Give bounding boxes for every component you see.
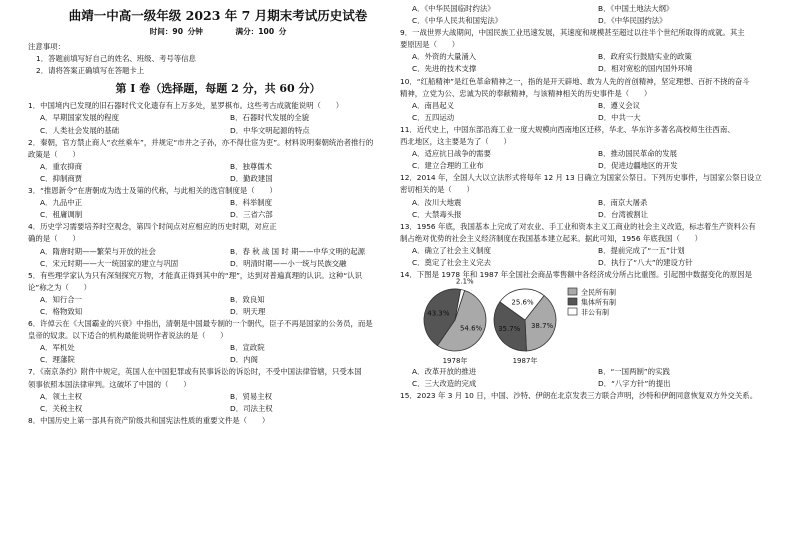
option-a: A．隋唐时期——繁荣与开放的社会 bbox=[40, 246, 156, 256]
option-b: B．提前完成了“一五”计划 bbox=[598, 245, 685, 255]
question-stem: 12．2014 年，全国人大以立法形式将每年 12 月 13 日确立为国家公祭日。下列历史事件，与国家公祭日设立 bbox=[400, 173, 762, 183]
pie-slice-label: 43.3% bbox=[427, 309, 450, 318]
question-14 bbox=[400, 269, 772, 390]
option-c: C．租庸调制 bbox=[40, 210, 83, 220]
option-a: A．南昌起义 bbox=[412, 100, 455, 110]
option-a: A．知行合一 bbox=[40, 294, 83, 304]
legend-label: 集体所有制 bbox=[581, 298, 616, 307]
legend-swatch bbox=[568, 288, 577, 295]
pie-slice-label: 35.7% bbox=[498, 325, 521, 334]
left-column bbox=[28, 0, 408, 427]
option-b: B．科举制度 bbox=[230, 198, 273, 208]
exam-time: 时间：90 分钟 bbox=[149, 27, 203, 36]
option-d: D．勤政建国 bbox=[230, 173, 273, 183]
question-stem-cont: 政策是（ ） bbox=[28, 149, 80, 159]
legend-swatch bbox=[568, 298, 577, 305]
question-1 bbox=[28, 100, 408, 136]
option-d: D．相对宽松的国内国外环境 bbox=[598, 64, 693, 74]
option-b: B．“一国两制”的实践 bbox=[598, 367, 670, 377]
option-b: B．遵义会议 bbox=[598, 100, 641, 110]
option-c: C．宋元时期——大一统国家的建立与巩固 bbox=[40, 258, 179, 268]
question-2 bbox=[28, 137, 408, 185]
question-stem: 14．下图是 1978 年和 1987 年全国社会商品零售额中各经济成分所占比重图。引起图中数据变化的原因是 bbox=[400, 270, 753, 280]
legend-label: 非公有制 bbox=[581, 308, 609, 317]
question-15 bbox=[400, 390, 772, 402]
question-6 bbox=[28, 318, 408, 366]
pie-slice-label: 25.6% bbox=[511, 298, 534, 307]
question-stem: 4．历史学习需要培养时空观念，第四个时间点对应相应的历史时期，对应正 bbox=[28, 222, 277, 232]
option-d: D．内阁 bbox=[230, 355, 258, 365]
question-stem-cont: 皇帝的奴隶。以下适合的机构最能说明作者说法的是（ ） bbox=[28, 331, 228, 341]
option-d: D．促进边疆地区的开发 bbox=[598, 161, 678, 171]
pie-chart-figure bbox=[400, 277, 772, 366]
option-c: C．人类社会发展的基础 bbox=[40, 125, 120, 135]
option-a: A．领土主权 bbox=[40, 391, 83, 401]
option-b: B．宣政院 bbox=[230, 343, 265, 353]
option-c: C．抑制商贾 bbox=[40, 173, 83, 183]
option-d: D．“八字方针”的提出 bbox=[598, 379, 671, 389]
option-c: C．理藩院 bbox=[40, 355, 75, 365]
question-stem-cont: 西北地区，这主要是为了（ ） bbox=[400, 137, 511, 147]
option-d: D．《中华民国约法》 bbox=[598, 16, 667, 26]
option-d: D．司法主权 bbox=[230, 403, 273, 413]
option-d: D．台湾被割让 bbox=[598, 209, 649, 219]
question-10 bbox=[400, 76, 772, 124]
question-9 bbox=[400, 27, 772, 75]
option-a: A．《中华民国临时约法》 bbox=[412, 4, 495, 13]
option-d: D．中共一大 bbox=[598, 112, 641, 122]
note-item: 2．请将答案正确填写在答题卡上 bbox=[36, 66, 145, 76]
option-b: B．致良知 bbox=[230, 294, 265, 304]
question-stem: 13．1956 年底，我国基本上完成了对农业、手工业和资本主义工商业的社会主义改造，标志着生产资料公有 bbox=[400, 221, 756, 231]
option-a: A．九品中正 bbox=[40, 198, 83, 208]
pie-slice-label: 2.1% bbox=[455, 277, 474, 286]
option-c: C．三大改造的完成 bbox=[412, 379, 477, 389]
legend-label: 全民所有制 bbox=[581, 288, 616, 297]
pie-charts bbox=[400, 277, 772, 366]
question-13 bbox=[400, 221, 772, 269]
question-stem: 15．2023 年 3 月 10 日，中国、沙特、伊朗在北京发表三方联合声明，沙特和伊朗同意恢复双方外交关系。 bbox=[400, 391, 758, 401]
option-b: B．推动国民革命的发展 bbox=[598, 149, 677, 159]
option-c: C．五四运动 bbox=[412, 112, 455, 122]
question-4 bbox=[28, 221, 408, 269]
option-b: B．《中国土地法大纲》 bbox=[598, 4, 674, 13]
question-stem: 3．“推恩新令”在唐朝成为选士及第的代称，与此相关的选官制度是（ ） bbox=[28, 186, 277, 196]
pie-slice-label: 54.6% bbox=[459, 324, 483, 333]
option-d: D．明天理 bbox=[230, 306, 266, 316]
legend-swatch bbox=[568, 308, 577, 315]
question-stem-cont: 制占绝对优势的社会主义经济制度在我国基本建立起来。据此可知，1956 年底我国（ ） bbox=[400, 233, 703, 243]
question-stem-cont: 确的是（ ） bbox=[28, 234, 80, 244]
question-stem: 2．秦朝，官方禁止商人“衣丝乘车”，并规定“市井之子孙，亦不得仕宦为吏”。材料说明秦朝统治者推行的 bbox=[28, 137, 374, 147]
question-stem: 7．《南京条约》附件中规定，英国人在中国犯罪或有民事诉讼的诉讼时，不受中国法律管辖，只受本国 bbox=[28, 367, 362, 377]
option-a: A．重农抑商 bbox=[40, 161, 83, 171]
option-a: A．外资的大量涌入 bbox=[412, 52, 477, 62]
question-stem-cont: 要原因是（ ） bbox=[400, 40, 460, 50]
option-a: A．军机处 bbox=[40, 343, 75, 353]
option-d: D．执行了“八大”的建设方针 bbox=[598, 257, 693, 267]
question-stem-cont: 论”称之为（ ） bbox=[28, 282, 91, 292]
exam-title: 曲靖一中高一级年级 2023 年 7 月期末考试历史试卷 bbox=[68, 8, 368, 23]
option-c: C．先进的技术支撑 bbox=[412, 64, 477, 74]
question-5 bbox=[28, 270, 408, 318]
question-stem-cont: 密切相关的是（ ） bbox=[400, 185, 474, 195]
question-stem: 1．中国境内已发现的旧石器时代文化遗存有上万多处，星罗棋布。这些考古成就能说明（ ） bbox=[28, 101, 344, 111]
question-3 bbox=[28, 185, 408, 221]
option-b: B．独尊儒术 bbox=[230, 161, 273, 171]
option-b: B．石器时代发展的全貌 bbox=[230, 113, 309, 123]
option-c: C．大禁毒头报 bbox=[412, 209, 462, 219]
notes-heading: 注意事项： bbox=[28, 42, 65, 52]
option-c: C．奠定了社会主义完去 bbox=[412, 257, 492, 267]
option-d: D．中华文明起源的特点 bbox=[230, 125, 310, 135]
option-a: A．汝川大地震 bbox=[412, 197, 462, 207]
pie-year-caption: 1978年 bbox=[442, 357, 468, 366]
question-stem: 11．近代史上，中国东部沿海工业一度大规模向西南地区迁移，华北、华东许多著名高校师生往西南、 bbox=[400, 124, 735, 134]
question-11 bbox=[400, 124, 772, 172]
question-stem-cont: 领事依照本国法律审判。这破坏了中国的（ ） bbox=[28, 379, 191, 389]
option-b: B．贸易主权 bbox=[230, 391, 273, 401]
option-b: B．南京大屠杀 bbox=[598, 197, 648, 207]
question-12 bbox=[400, 172, 772, 220]
question-8 bbox=[28, 415, 408, 427]
question-stem: 6．许倬云在《大国霸业的兴衰》中指出，清朝是中国最专制的一个朝代，臣子不再是国家的公务员，而是 bbox=[28, 319, 373, 329]
option-c: C．格物致知 bbox=[40, 306, 83, 316]
question-stem: 8．中国历史上第一部具有资产阶级共和国宪法性质的重要文件是（ ） bbox=[28, 415, 270, 425]
exam-info bbox=[28, 26, 408, 38]
question-stem: 9．一战世界大战期间，中国民族工业迅速发展，其速度和规模甚至超过以往半个世纪所取得的成就。其主 bbox=[400, 28, 745, 38]
option-b: B．政府实行鼓励实业的政策 bbox=[598, 52, 692, 62]
option-d: D．三省六部 bbox=[230, 210, 273, 220]
option-d: D．明清时期——小一统与民族交融 bbox=[230, 258, 347, 268]
question-stem: 5．有些理学家认为只有深刻探究万物，才能真正得到其中的“理”，达到对普遍真理的认识。这种“认识 bbox=[28, 270, 362, 280]
option-c: C．关税主权 bbox=[40, 403, 83, 413]
option-b: B．春 秋 战 国 时 期——中华文明的起源 bbox=[230, 246, 366, 256]
question-stem: 10．“红船精神”是红色革命精神之一，指的是开天辟地、敢为人先的首创精神，坚定理想、百折不挠的奋斗 bbox=[400, 76, 750, 86]
pie-year-caption: 1987年 bbox=[512, 357, 538, 366]
question-stem-cont: 精神，立党为公、忠诚为民的奉献精神，与该精神相关的历史事件是（ ） bbox=[400, 88, 652, 98]
option-a: A．确立了社会主义制度 bbox=[412, 245, 491, 255]
right-column bbox=[400, 0, 772, 402]
option-a: A．适应抗日战争的需要 bbox=[412, 149, 491, 159]
option-a: A．改革开放的推进 bbox=[412, 367, 477, 377]
pie-slice-label: 38.7% bbox=[530, 322, 554, 331]
exam-score: 满分：100 分 bbox=[235, 27, 287, 36]
note-item: 1．答题前填写好自己的姓名、班级、考号等信息 bbox=[36, 54, 196, 64]
option-c: C．建立合理的工业布 bbox=[412, 161, 484, 171]
section-heading: 第 I 卷（选择题，每题 2 分，共 60 分） bbox=[115, 82, 321, 96]
option-c: C．《中华人民共和国宪法》 bbox=[412, 16, 503, 26]
option-a: A．早期国家发展的程度 bbox=[40, 113, 119, 123]
question-7 bbox=[28, 366, 408, 414]
